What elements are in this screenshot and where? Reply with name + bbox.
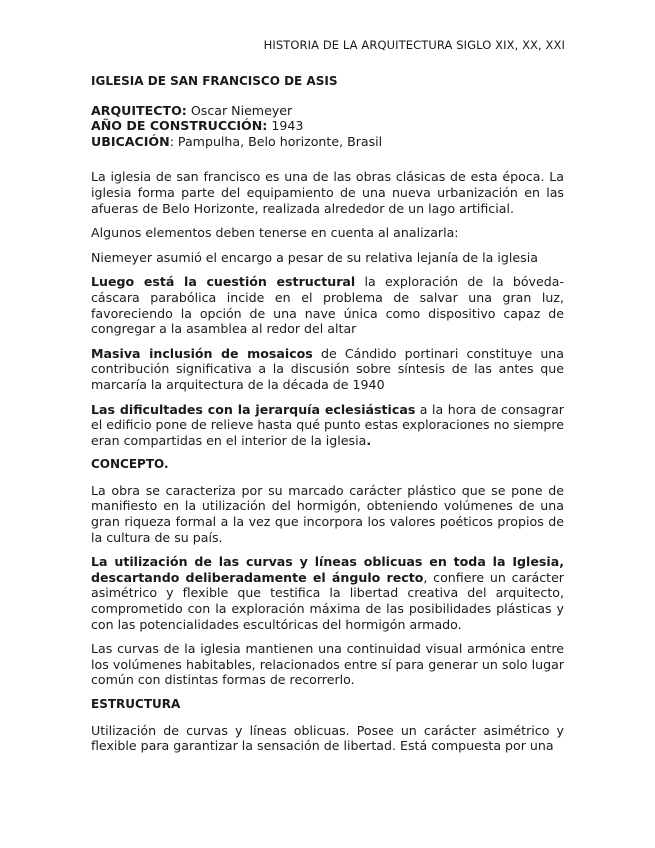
point-text: de Cándido portinari constituye una contribución significativa a la discusión sobre síntesis de las antes que marcaría la arquitectura de la década de 1940: [91, 345, 565, 392]
year-line: [91, 118, 564, 134]
location-value: : Pampulha, Belo horizonte, Brasil: [169, 133, 383, 149]
intro-paragraph: Niemeyer asumió el encargo a pesar de su relativa lejanía de la iglesia: [91, 249, 538, 265]
location-label: UBICACIÓN: [91, 133, 170, 149]
intro-paragraph: Algunos elementos deben tenerse en cuenta al analizarla:: [91, 225, 459, 241]
point-text: la exploración de la bóveda-cáscara parabólica incide en el problema de salvar una gran luz, favoreciendo la opción de una nave única como dispositivo capaz de congregar a la asamblea al redor del altar: [91, 274, 564, 337]
concept-lead: La utilización de las curvas y líneas oblicuas en toda la Iglesia, descartando deliberadamente el ángulo recto: [91, 554, 564, 585]
point-structural: [91, 274, 564, 336]
structure-heading: ESTRUCTURA: [91, 697, 181, 711]
location-line: [91, 134, 564, 150]
document-title: IGLESIA DE SAN FRANCISCO DE ASIS: [91, 74, 338, 88]
year-label: AÑO DE CONSTRUCCIÓN:: [91, 118, 268, 134]
architect-label: ARQUITECTO:: [91, 102, 187, 118]
point-hierarchy: [91, 402, 564, 449]
intro-paragraph: La iglesia de san francisco es una de las obras clásicas de esta época. La iglesia forma parte del equipamiento de una nueva urbanización en las afueras de Belo Horizonte, realizada alrededor de un lago artificial.: [91, 169, 564, 216]
architect-value: Oscar Niemeyer: [186, 102, 293, 118]
point-lead: Las dificultades con la jerarquía eclesiásticas: [91, 401, 416, 417]
concept-heading: CONCEPTO.: [91, 457, 169, 472]
structure-paragraph: Utilización de curvas y líneas oblicuas. Posee un carácter asimétrico y flexible para garantizar la sensación de libertad. Está compuesta por una: [91, 722, 564, 754]
concept-paragraph: La obra se caracteriza por su marcado carácter plástico que se pone de manifiesto en la utilización del hormigón, obteniendo volúmenes de una gran riqueza formal a la vez que incorpora los valores poéticos propios de la cultura de su país.: [91, 482, 564, 545]
concept-text: , confiere un carácter asimétrico y flexible que testifica la libertad creativa del arquitecto, comprometido con la exploración máxima de las posibilidades plásticas y con las potencialidades escultóricas del hormigón armado.: [91, 569, 564, 632]
metadata-block: [91, 103, 564, 150]
point-mosaics: [91, 346, 564, 393]
point-tail: .: [366, 432, 372, 448]
concept-paragraph: Las curvas de la iglesia mantienen una continuidad visual armónica entre los volúmenes habitables, relacionados entre sí para generar un solo lugar común con distintas formas de recorrerlo.: [91, 641, 564, 688]
document-body: [91, 74, 564, 763]
point-lead: Luego está la cuestión estructural: [91, 274, 356, 290]
year-value: 1943: [267, 118, 304, 134]
point-text: a la hora de consagrar el edificio pone de relieve hasta qué punto estas exploraciones no siempre eran compartidas en el interior de la iglesia: [91, 401, 565, 448]
concept-paragraph-curves: [91, 554, 564, 632]
architect-line: [91, 103, 564, 119]
running-header: HISTORIA DE LA ARQUITECTURA SIGLO XIX, XX, XXI: [263, 38, 565, 52]
point-lead: Masiva inclusión de mosaicos: [91, 345, 313, 361]
